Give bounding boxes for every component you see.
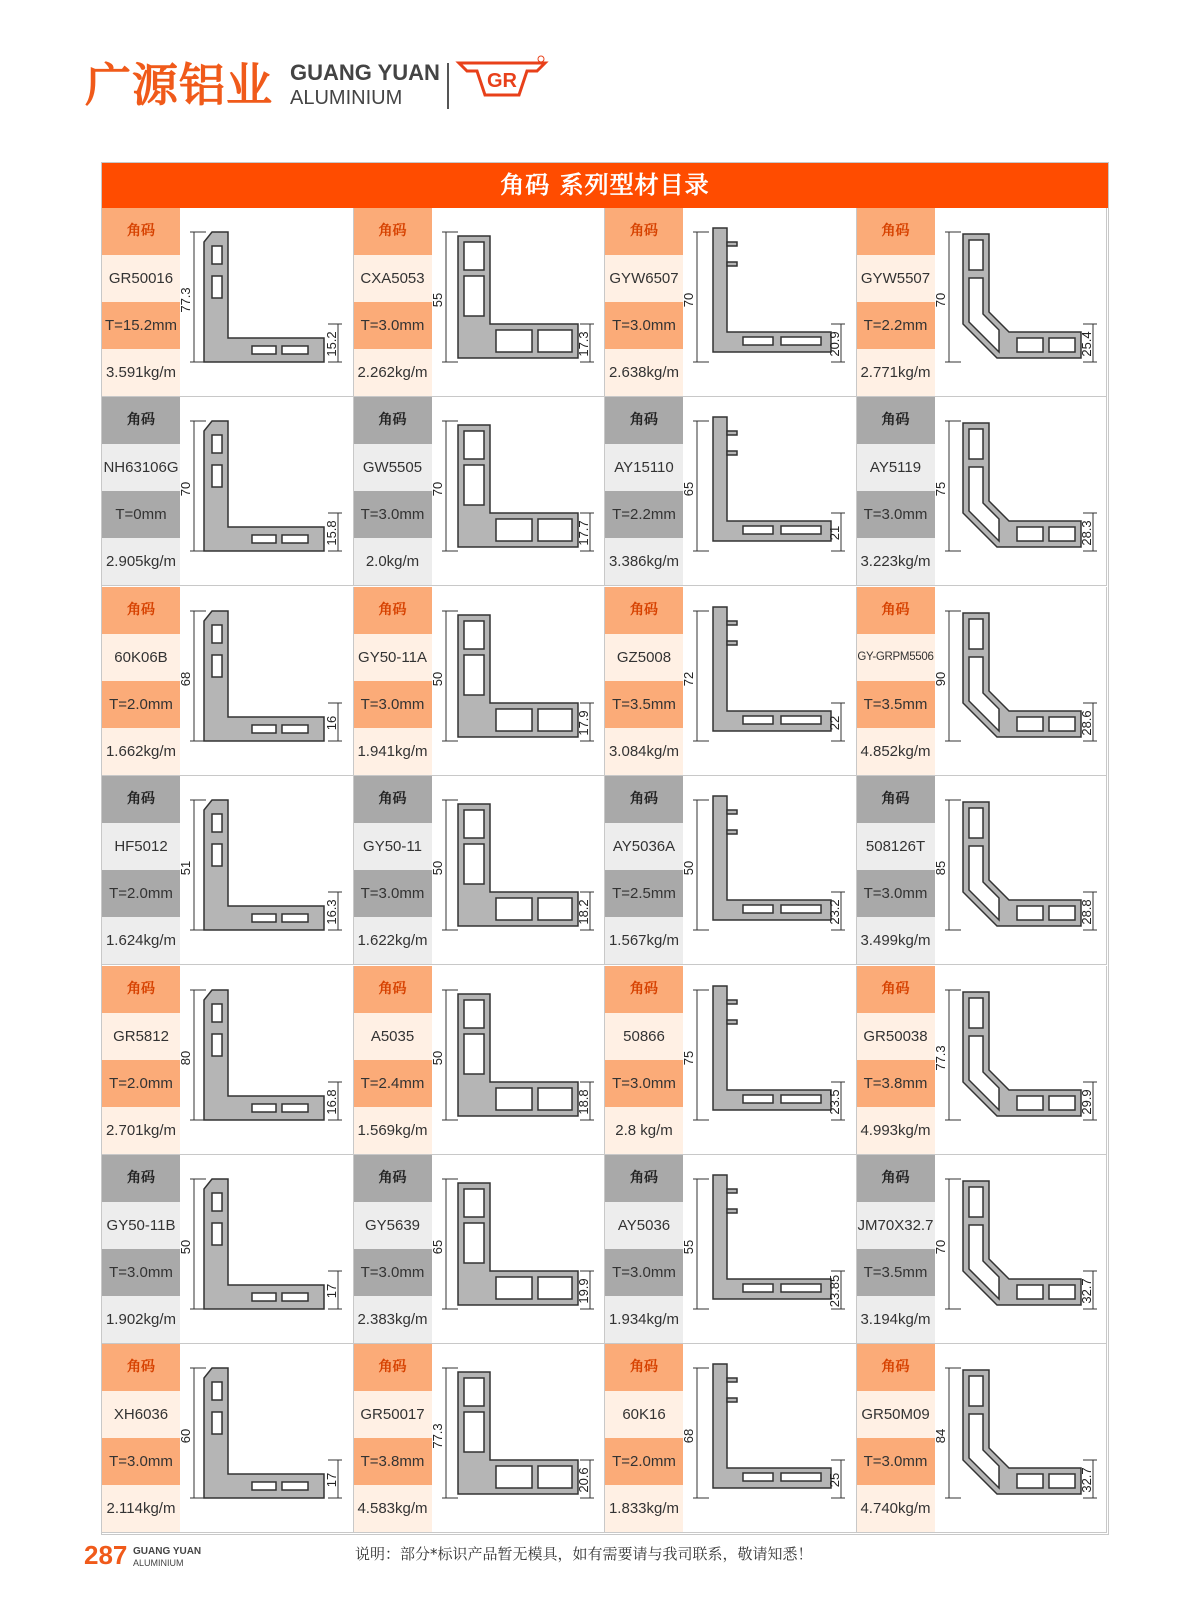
profile-drawing: [178, 970, 350, 1150]
profile-code: AY5036A: [605, 823, 683, 870]
profile-code: GZ5008: [605, 634, 683, 681]
profile-spec-labels: [354, 966, 432, 1154]
profile-spec-labels: [605, 397, 683, 585]
dimension-width: 16: [324, 715, 339, 731]
dimension-width: 28.6: [1078, 710, 1094, 736]
profile-card: [857, 1155, 1108, 1344]
dimension-height: 84: [932, 1429, 948, 1444]
profile-spec-labels: [102, 397, 180, 585]
dimension-height: 85: [932, 860, 948, 876]
profile-weight: 2.262kg/m: [354, 349, 432, 396]
profile-card: [102, 1155, 354, 1344]
profile-code: AY5119: [857, 444, 935, 491]
profile-card: [102, 966, 354, 1155]
dimension-width: 19.9: [575, 1278, 591, 1304]
dimension-width: 28.8: [1078, 899, 1094, 925]
dimension-width: 23.85: [827, 1274, 842, 1308]
profile-weight: 1.941kg/m: [354, 728, 432, 775]
profile-weight: 1.569kg/m: [354, 1107, 432, 1154]
profile-weight: 2.0kg/m: [354, 538, 432, 585]
profile-code: GR50017: [354, 1391, 432, 1438]
dimension-height: 50: [681, 860, 696, 876]
profile-drawing: [932, 212, 1105, 392]
profile-drawing: [429, 591, 602, 771]
profile-spec-labels: [354, 776, 432, 964]
profile-weight: 2.701kg/m: [102, 1107, 180, 1154]
profile-category: 角码: [102, 1155, 180, 1202]
profile-code: AY5036: [605, 1202, 683, 1249]
profile-category: 角码: [857, 208, 935, 255]
dimension-width: 18.2: [575, 899, 591, 925]
brand-name-cn: 广源铝业: [85, 58, 273, 112]
profile-thickness: T=2.2mm: [605, 491, 683, 538]
footer-brand: GUANG YUAN: [133, 1546, 202, 1557]
profile-thickness: T=3.0mm: [857, 1438, 935, 1485]
profile-thickness: T=15.2mm: [102, 302, 180, 349]
brand-divider: [447, 63, 449, 109]
dimension-height: 65: [429, 1239, 445, 1255]
profile-thickness: T=3.0mm: [354, 870, 432, 917]
profile-weight: 1.662kg/m: [102, 728, 180, 775]
profile-spec-labels: [857, 1344, 935, 1532]
profile-card: [354, 1155, 606, 1344]
profile-drawing: [932, 780, 1105, 960]
profile-category: 角码: [354, 776, 432, 823]
profile-code: GY5639: [354, 1202, 432, 1249]
profile-weight: 4.993kg/m: [857, 1107, 935, 1154]
dimension-height: 77.3: [178, 287, 193, 313]
profile-category: 角码: [354, 397, 432, 444]
profile-code: GW5505: [354, 444, 432, 491]
profile-code: GY50-11B: [102, 1202, 180, 1249]
profile-code: NH63106G: [102, 444, 180, 491]
profile-thickness: T=3.0mm: [605, 1249, 683, 1296]
profile-card: [354, 1344, 606, 1533]
dimension-width: 23.2: [827, 899, 842, 925]
profile-weight: 1.567kg/m: [605, 917, 683, 964]
dimension-height: 77.3: [932, 1044, 948, 1071]
profile-card: [857, 966, 1108, 1155]
profile-thickness: T=3.0mm: [857, 870, 935, 917]
profile-code: GY-GRPM5506: [857, 634, 935, 681]
profile-category: 角码: [605, 208, 683, 255]
profile-card: [605, 1344, 857, 1533]
dimension-width: 20.6: [575, 1467, 591, 1494]
profile-category: 角码: [605, 587, 683, 634]
profile-category: 角码: [354, 1344, 432, 1391]
dimension-width: 16.8: [324, 1088, 339, 1115]
profile-code: 60K16: [605, 1391, 683, 1438]
profile-drawing: [681, 780, 853, 960]
profile-drawing: [681, 1348, 853, 1528]
profile-code: 508126T: [857, 823, 935, 870]
dimension-width: 23.5: [827, 1088, 842, 1115]
dimension-width: 18.8: [575, 1088, 591, 1115]
dimension-height: 70: [178, 482, 193, 497]
profile-drawing: [681, 212, 853, 392]
profile-thickness: T=3.0mm: [354, 302, 432, 349]
profile-weight: 3.223kg/m: [857, 538, 935, 585]
dimension-width: 16.3: [324, 899, 339, 925]
profile-code: GYW6507: [605, 255, 683, 302]
profile-card: [354, 397, 606, 586]
profile-thickness: T=3.8mm: [354, 1438, 432, 1485]
profile-thickness: T=3.0mm: [354, 1249, 432, 1296]
profile-spec-labels: [857, 776, 935, 964]
profile-weight: 4.740kg/m: [857, 1485, 935, 1532]
profile-weight: 2.905kg/m: [102, 538, 180, 585]
profile-category: 角码: [605, 397, 683, 444]
brand-logo-icon: [457, 55, 547, 105]
profile-category: 角码: [102, 776, 180, 823]
dimension-height: 72: [681, 671, 696, 687]
profile-spec-labels: [605, 587, 683, 775]
dimension-height: 51: [178, 860, 193, 876]
profile-weight: 3.084kg/m: [605, 728, 683, 775]
dimension-height: 68: [681, 1429, 696, 1444]
profile-grid: [102, 208, 1108, 1534]
dimension-height: 50: [429, 860, 445, 876]
dimension-width: 28.3: [1078, 520, 1094, 547]
footer-brand-sub: ALUMINIUM: [133, 1558, 184, 1568]
brand-name-en-sub: ALUMINIUM: [290, 87, 403, 109]
profile-category: 角码: [102, 208, 180, 255]
dimension-height: 60: [178, 1429, 193, 1444]
profile-code: GY50-11A: [354, 634, 432, 681]
profile-code: GYW5507: [857, 255, 935, 302]
profile-card: [857, 397, 1108, 586]
profile-catalog: [101, 162, 1109, 1535]
profile-category: 角码: [102, 397, 180, 444]
dimension-width: 20.9: [827, 331, 842, 357]
profile-category: 角码: [857, 1155, 935, 1202]
profile-category: 角码: [354, 966, 432, 1013]
profile-spec-labels: [102, 208, 180, 396]
dimension-height: 80: [178, 1050, 193, 1065]
dimension-width: 32.7: [1078, 1278, 1094, 1304]
profile-drawing: [429, 212, 602, 392]
profile-thickness: T=3.5mm: [605, 681, 683, 728]
profile-thickness: T=3.0mm: [857, 491, 935, 538]
profile-code: GR50038: [857, 1013, 935, 1060]
dimension-height: 50: [178, 1239, 193, 1255]
profile-category: 角码: [354, 587, 432, 634]
profile-code: HF5012: [102, 823, 180, 870]
profile-spec-labels: [857, 208, 935, 396]
dimension-height: 65: [681, 482, 696, 497]
profile-spec-labels: [102, 587, 180, 775]
profile-card: [605, 966, 857, 1155]
profile-thickness: T=3.0mm: [354, 491, 432, 538]
profile-drawing: [429, 1348, 602, 1528]
profile-thickness: T=2.0mm: [102, 870, 180, 917]
dimension-width: 29.9: [1078, 1088, 1094, 1115]
profile-spec-labels: [857, 1155, 935, 1343]
dimension-width: 17.9: [575, 710, 591, 736]
profile-drawing: [178, 1159, 350, 1339]
dimension-width: 17: [324, 1283, 339, 1299]
dimension-height: 75: [932, 482, 948, 497]
profile-card: [605, 208, 857, 397]
profile-code: GR50016: [102, 255, 180, 302]
dimension-width: 21: [827, 526, 842, 541]
profile-card: [857, 776, 1108, 965]
brand-header: [85, 55, 605, 115]
profile-drawing: [932, 401, 1105, 581]
profile-drawing: [178, 591, 350, 771]
profile-weight: 2.8 kg/m: [605, 1107, 683, 1154]
profile-category: 角码: [102, 966, 180, 1013]
profile-weight: 1.902kg/m: [102, 1296, 180, 1343]
profile-card: [102, 397, 354, 586]
profile-category: 角码: [857, 1344, 935, 1391]
profile-thickness: T=2.4mm: [354, 1060, 432, 1107]
dimension-height: 50: [429, 671, 445, 687]
profile-weight: 2.114kg/m: [102, 1485, 180, 1532]
profile-drawing: [681, 1159, 853, 1339]
profile-weight: 1.622kg/m: [354, 917, 432, 964]
dimension-height: 77.3: [429, 1423, 445, 1450]
profile-thickness: T=2.0mm: [102, 681, 180, 728]
profile-code: 60K06B: [102, 634, 180, 681]
profile-weight: 1.934kg/m: [605, 1296, 683, 1343]
profile-card: [102, 208, 354, 397]
profile-card: [605, 1155, 857, 1344]
profile-spec-labels: [354, 208, 432, 396]
profile-card: [857, 587, 1108, 776]
profile-spec-labels: [605, 1344, 683, 1532]
dimension-height: 70: [429, 482, 445, 497]
profile-drawing: [932, 1159, 1105, 1339]
profile-thickness: T=3.0mm: [605, 302, 683, 349]
profile-drawing: [932, 1348, 1105, 1528]
profile-card: [102, 587, 354, 776]
dimension-height: 55: [429, 292, 445, 308]
profile-thickness: T=3.0mm: [354, 681, 432, 728]
profile-spec-labels: [605, 208, 683, 396]
dimension-width: 15.8: [324, 520, 339, 547]
profile-category: 角码: [605, 1155, 683, 1202]
page-number: 287: [84, 1540, 128, 1570]
profile-code: XH6036: [102, 1391, 180, 1438]
profile-thickness: T=2.2mm: [857, 302, 935, 349]
dimension-width: 15.2: [324, 331, 339, 357]
profile-spec-labels: [102, 966, 180, 1154]
profile-code: AY15110: [605, 444, 683, 491]
profile-drawing: [681, 591, 853, 771]
dimension-width: 22: [827, 715, 842, 731]
profile-drawing: [178, 212, 350, 392]
profile-code: CXA5053: [354, 255, 432, 302]
profile-category: 角码: [102, 1344, 180, 1391]
profile-thickness: T=2.0mm: [102, 1060, 180, 1107]
profile-spec-labels: [354, 397, 432, 585]
profile-weight: 3.194kg/m: [857, 1296, 935, 1343]
profile-weight: 2.383kg/m: [354, 1296, 432, 1343]
footer-note: 说明：部分*标识产品暂无模具，如有需要请与我司联系，敬请知悉！: [355, 1545, 813, 1563]
profile-spec-labels: [605, 966, 683, 1154]
profile-weight: 3.386kg/m: [605, 538, 683, 585]
profile-weight: 3.499kg/m: [857, 917, 935, 964]
dimension-height: 70: [932, 292, 948, 308]
catalog-title: 角码 系列型材目录: [102, 163, 1108, 208]
profile-code: JM70X32.7: [857, 1202, 935, 1249]
dimension-width: 17: [324, 1473, 339, 1488]
profile-spec-labels: [605, 776, 683, 964]
profile-spec-labels: [857, 587, 935, 775]
profile-drawing: [178, 1348, 350, 1528]
dimension-width: 25: [827, 1473, 842, 1488]
profile-thickness: T=3.5mm: [857, 1249, 935, 1296]
profile-thickness: T=3.0mm: [102, 1438, 180, 1485]
profile-category: 角码: [605, 1344, 683, 1391]
profile-card: [857, 208, 1108, 397]
profile-spec-labels: [605, 1155, 683, 1343]
profile-card: [605, 776, 857, 965]
profile-card: [102, 776, 354, 965]
profile-weight: 4.583kg/m: [354, 1485, 432, 1532]
profile-spec-labels: [102, 776, 180, 964]
profile-thickness: T=3.0mm: [102, 1249, 180, 1296]
dimension-height: 50: [429, 1050, 445, 1065]
profile-spec-labels: [354, 587, 432, 775]
dimension-height: 70: [932, 1239, 948, 1255]
dimension-width: 32.7: [1078, 1467, 1094, 1494]
profile-spec-labels: [354, 1344, 432, 1532]
profile-drawing: [932, 970, 1105, 1150]
profile-weight: 1.624kg/m: [102, 917, 180, 964]
profile-category: 角码: [102, 587, 180, 634]
dimension-height: 75: [681, 1050, 696, 1065]
profile-thickness: T=2.0mm: [605, 1438, 683, 1485]
profile-thickness: T=2.5mm: [605, 870, 683, 917]
profile-card: [605, 587, 857, 776]
profile-thickness: T=0mm: [102, 491, 180, 538]
profile-spec-labels: [857, 966, 935, 1154]
profile-category: 角码: [857, 397, 935, 444]
profile-code: GR50M09: [857, 1391, 935, 1438]
profile-card: [354, 587, 606, 776]
profile-weight: 2.771kg/m: [857, 349, 935, 396]
profile-category: 角码: [857, 776, 935, 823]
profile-drawing: [178, 780, 350, 960]
profile-weight: 2.638kg/m: [605, 349, 683, 396]
profile-code: GR5812: [102, 1013, 180, 1060]
profile-code: 50866: [605, 1013, 683, 1060]
profile-card: [354, 966, 606, 1155]
profile-drawing: [429, 1159, 602, 1339]
profile-card: [857, 1344, 1108, 1533]
profile-code: GY50-11: [354, 823, 432, 870]
profile-card: [605, 397, 857, 586]
dimension-height: 90: [932, 671, 948, 687]
profile-drawing: [932, 591, 1105, 771]
profile-drawing: [178, 401, 350, 581]
profile-card: [354, 776, 606, 965]
profile-drawing: [429, 780, 602, 960]
profile-weight: 1.833kg/m: [605, 1485, 683, 1532]
profile-thickness: T=3.8mm: [857, 1060, 935, 1107]
brand-name-en: GUANG YUAN: [290, 60, 440, 85]
profile-category: 角码: [857, 587, 935, 634]
logo-text: GR: [487, 70, 517, 92]
profile-code: A5035: [354, 1013, 432, 1060]
dimension-height: 68: [178, 671, 193, 687]
profile-card: [102, 1344, 354, 1533]
profile-category: 角码: [857, 966, 935, 1013]
profile-spec-labels: [857, 397, 935, 585]
profile-drawing: [681, 970, 853, 1150]
profile-drawing: [429, 401, 602, 581]
profile-spec-labels: [354, 1155, 432, 1343]
dimension-width: 17.7: [575, 520, 591, 547]
profile-category: 角码: [354, 1155, 432, 1202]
profile-spec-labels: [102, 1344, 180, 1532]
profile-category: 角码: [605, 966, 683, 1013]
profile-spec-labels: [102, 1155, 180, 1343]
profile-weight: 3.591kg/m: [102, 349, 180, 396]
dimension-width: 17.3: [575, 331, 591, 357]
profile-thickness: T=3.5mm: [857, 681, 935, 728]
profile-card: [354, 208, 606, 397]
dimension-width: 25.4: [1078, 331, 1094, 357]
dimension-height: 70: [681, 292, 696, 308]
profile-category: 角码: [354, 208, 432, 255]
dimension-height: 55: [681, 1239, 696, 1255]
profile-drawing: [681, 401, 853, 581]
profile-thickness: T=3.0mm: [605, 1060, 683, 1107]
profile-weight: 4.852kg/m: [857, 728, 935, 775]
profile-category: 角码: [605, 776, 683, 823]
profile-drawing: [429, 970, 602, 1150]
